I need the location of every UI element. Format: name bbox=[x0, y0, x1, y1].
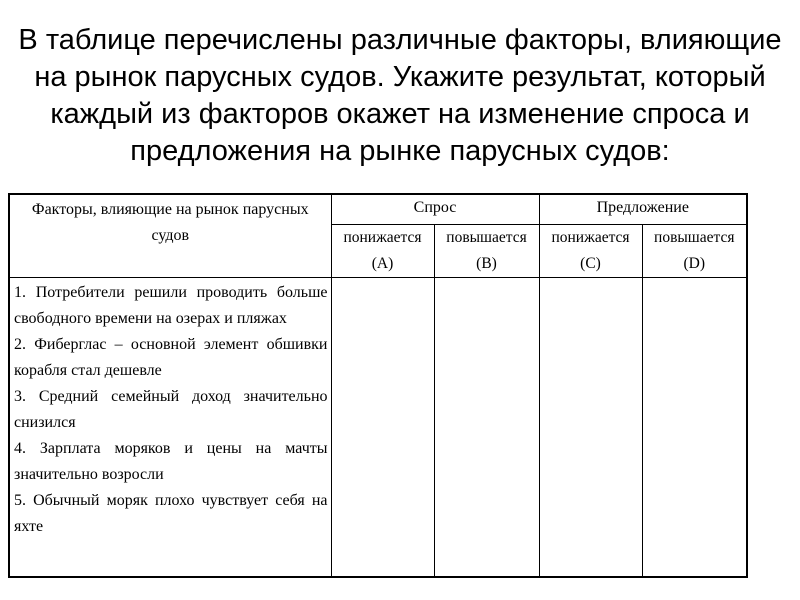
factor-item: 5. Обычный моряк плохо чувствует себя на яхте bbox=[14, 491, 328, 535]
factor-item: 3. Средний семейный доход значительно снизился bbox=[14, 387, 328, 431]
subheader-letter: (А) bbox=[371, 254, 394, 272]
factor-item: 1. Потребители решили проводить больше свободного времени на озерах и пляжах bbox=[14, 283, 328, 327]
supply-increases-header bbox=[642, 224, 747, 277]
factors-table bbox=[8, 193, 748, 578]
demand-column-header: Спрос bbox=[331, 194, 539, 224]
answer-cell-d[interactable] bbox=[642, 277, 747, 577]
supply-column-header: Предложение bbox=[539, 194, 747, 224]
demand-increases-header bbox=[434, 224, 539, 277]
factor-item: 2. Фиберглас – основной элемент обшивки корабля стал дешевле bbox=[14, 335, 328, 379]
supply-decreases-header bbox=[539, 224, 642, 277]
subheader-letter: (С) bbox=[580, 254, 601, 272]
factors-list-cell bbox=[9, 277, 331, 577]
answer-cell-c[interactable] bbox=[539, 277, 642, 577]
subheader-label: понижается bbox=[343, 228, 422, 246]
demand-decreases-header bbox=[331, 224, 434, 277]
task-heading bbox=[10, 22, 790, 170]
task-heading-line: каждый из факторов окажет на изменение спроса и bbox=[50, 98, 750, 130]
subheader-letter: (В) bbox=[476, 254, 497, 272]
task-heading-line: на рынок парусных судов. Укажите результат, который bbox=[34, 61, 766, 93]
answer-cell-b[interactable] bbox=[434, 277, 539, 577]
subheader-label: повышается bbox=[654, 228, 735, 246]
task-heading-line: предложения на рынке парусных судов: bbox=[130, 135, 670, 167]
subheader-label: повышается bbox=[446, 228, 527, 246]
factor-item: 4. Зарплата моряков и цены на мачты значительно возросли bbox=[14, 439, 328, 483]
factors-column-header: Факторы, влияющие на рынок парусных судов bbox=[9, 194, 331, 277]
task-heading-line: В таблице перечислены различные факторы, влияющие bbox=[18, 24, 782, 56]
subheader-label: понижается bbox=[551, 228, 630, 246]
answer-cell-a[interactable] bbox=[331, 277, 434, 577]
subheader-letter: (D) bbox=[683, 254, 706, 272]
